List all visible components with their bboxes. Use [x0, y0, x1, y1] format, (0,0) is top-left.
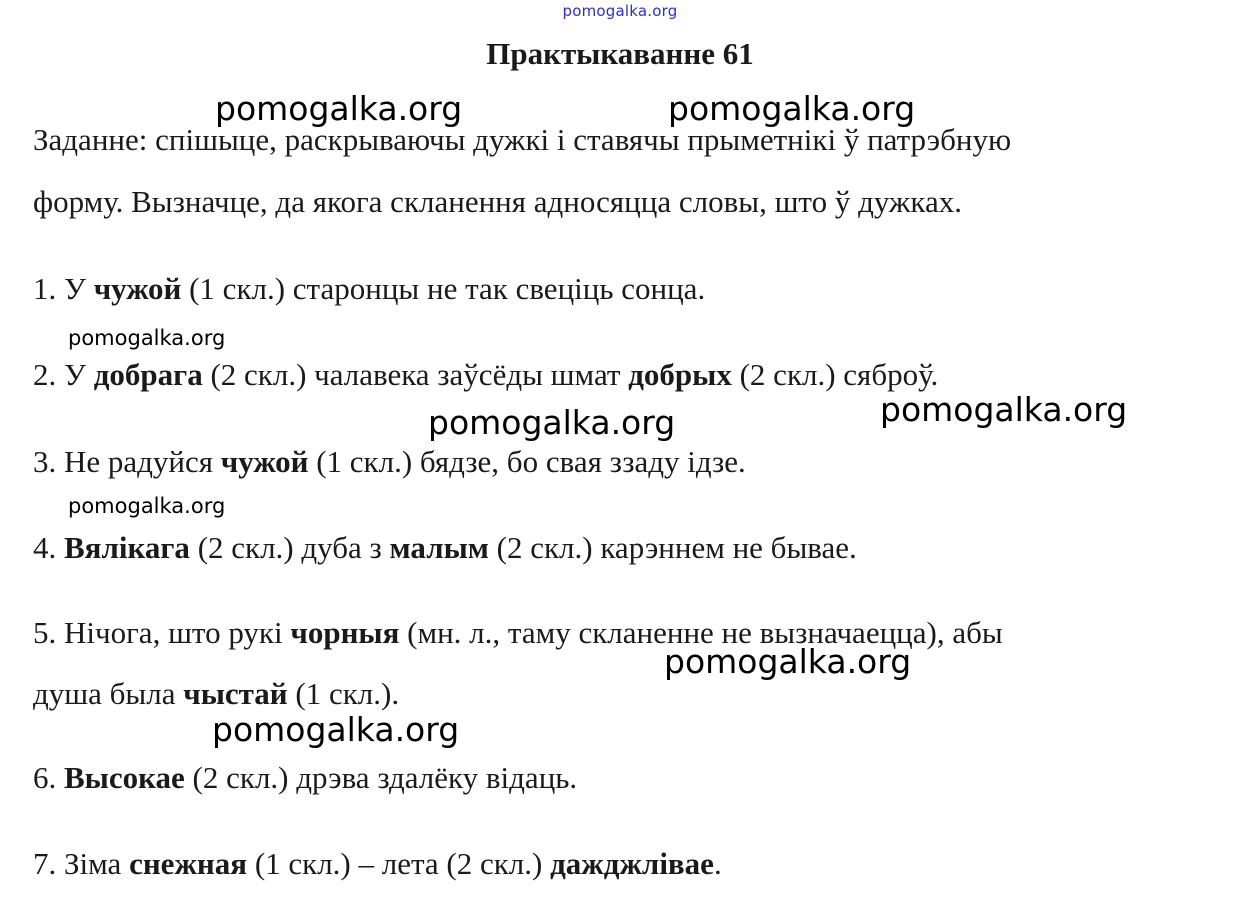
watermark: pomogalka.org: [68, 494, 226, 518]
list-item-1: 1. У чужой (1 скл.) старонцы не так свеціць сонца.: [33, 271, 706, 306]
list-item-4: 4. Вялікага (2 скл.) дуба з малым (2 скл.) карэннем не бывае.: [33, 530, 857, 565]
list-item-6: 6. Высокае (2 скл.) дрэва здалёку відаць.: [33, 760, 578, 795]
list-item-5-continued: душа была чыстай (1 скл.).: [33, 676, 400, 711]
task-text-line-1: Заданне: спішыце, раскрываючы дужкі і ставячы прыметнікі ў патрэбную: [33, 122, 1012, 157]
page-title: Практыкаванне 61: [486, 36, 754, 71]
list-item-5: 5. Нічога, што рукі чорныя (мн. л., таму скланенне не вызначаецца), абы: [33, 615, 1003, 650]
watermark: pomogalka.org: [68, 326, 226, 350]
watermark: pomogalka.org: [428, 403, 676, 442]
task-text-line-2: форму. Вызначце, да якога скланення адносяцца словы, што ў дужках.: [33, 184, 962, 219]
watermark: pomogalka.org: [668, 89, 916, 128]
watermark: pomogalka.org: [215, 89, 463, 128]
watermark: pomogalka.org: [212, 710, 460, 749]
watermark: pomogalka.org: [880, 390, 1128, 429]
watermark: pomogalka.org: [664, 642, 912, 681]
list-item-2: 2. У добрага (2 скл.) чалавека заўсёды шмат добрых (2 скл.) сяброў.: [33, 357, 939, 392]
site-watermark-top: pomogalka.org: [562, 2, 678, 20]
list-item-3: 3. Не радуйся чужой (1 скл.) бядзе, бо свая ззаду ідзе.: [33, 444, 746, 479]
list-item-7: 7. Зіма снежная (1 скл.) – лета (2 скл.) дажджлівае.: [33, 846, 722, 881]
